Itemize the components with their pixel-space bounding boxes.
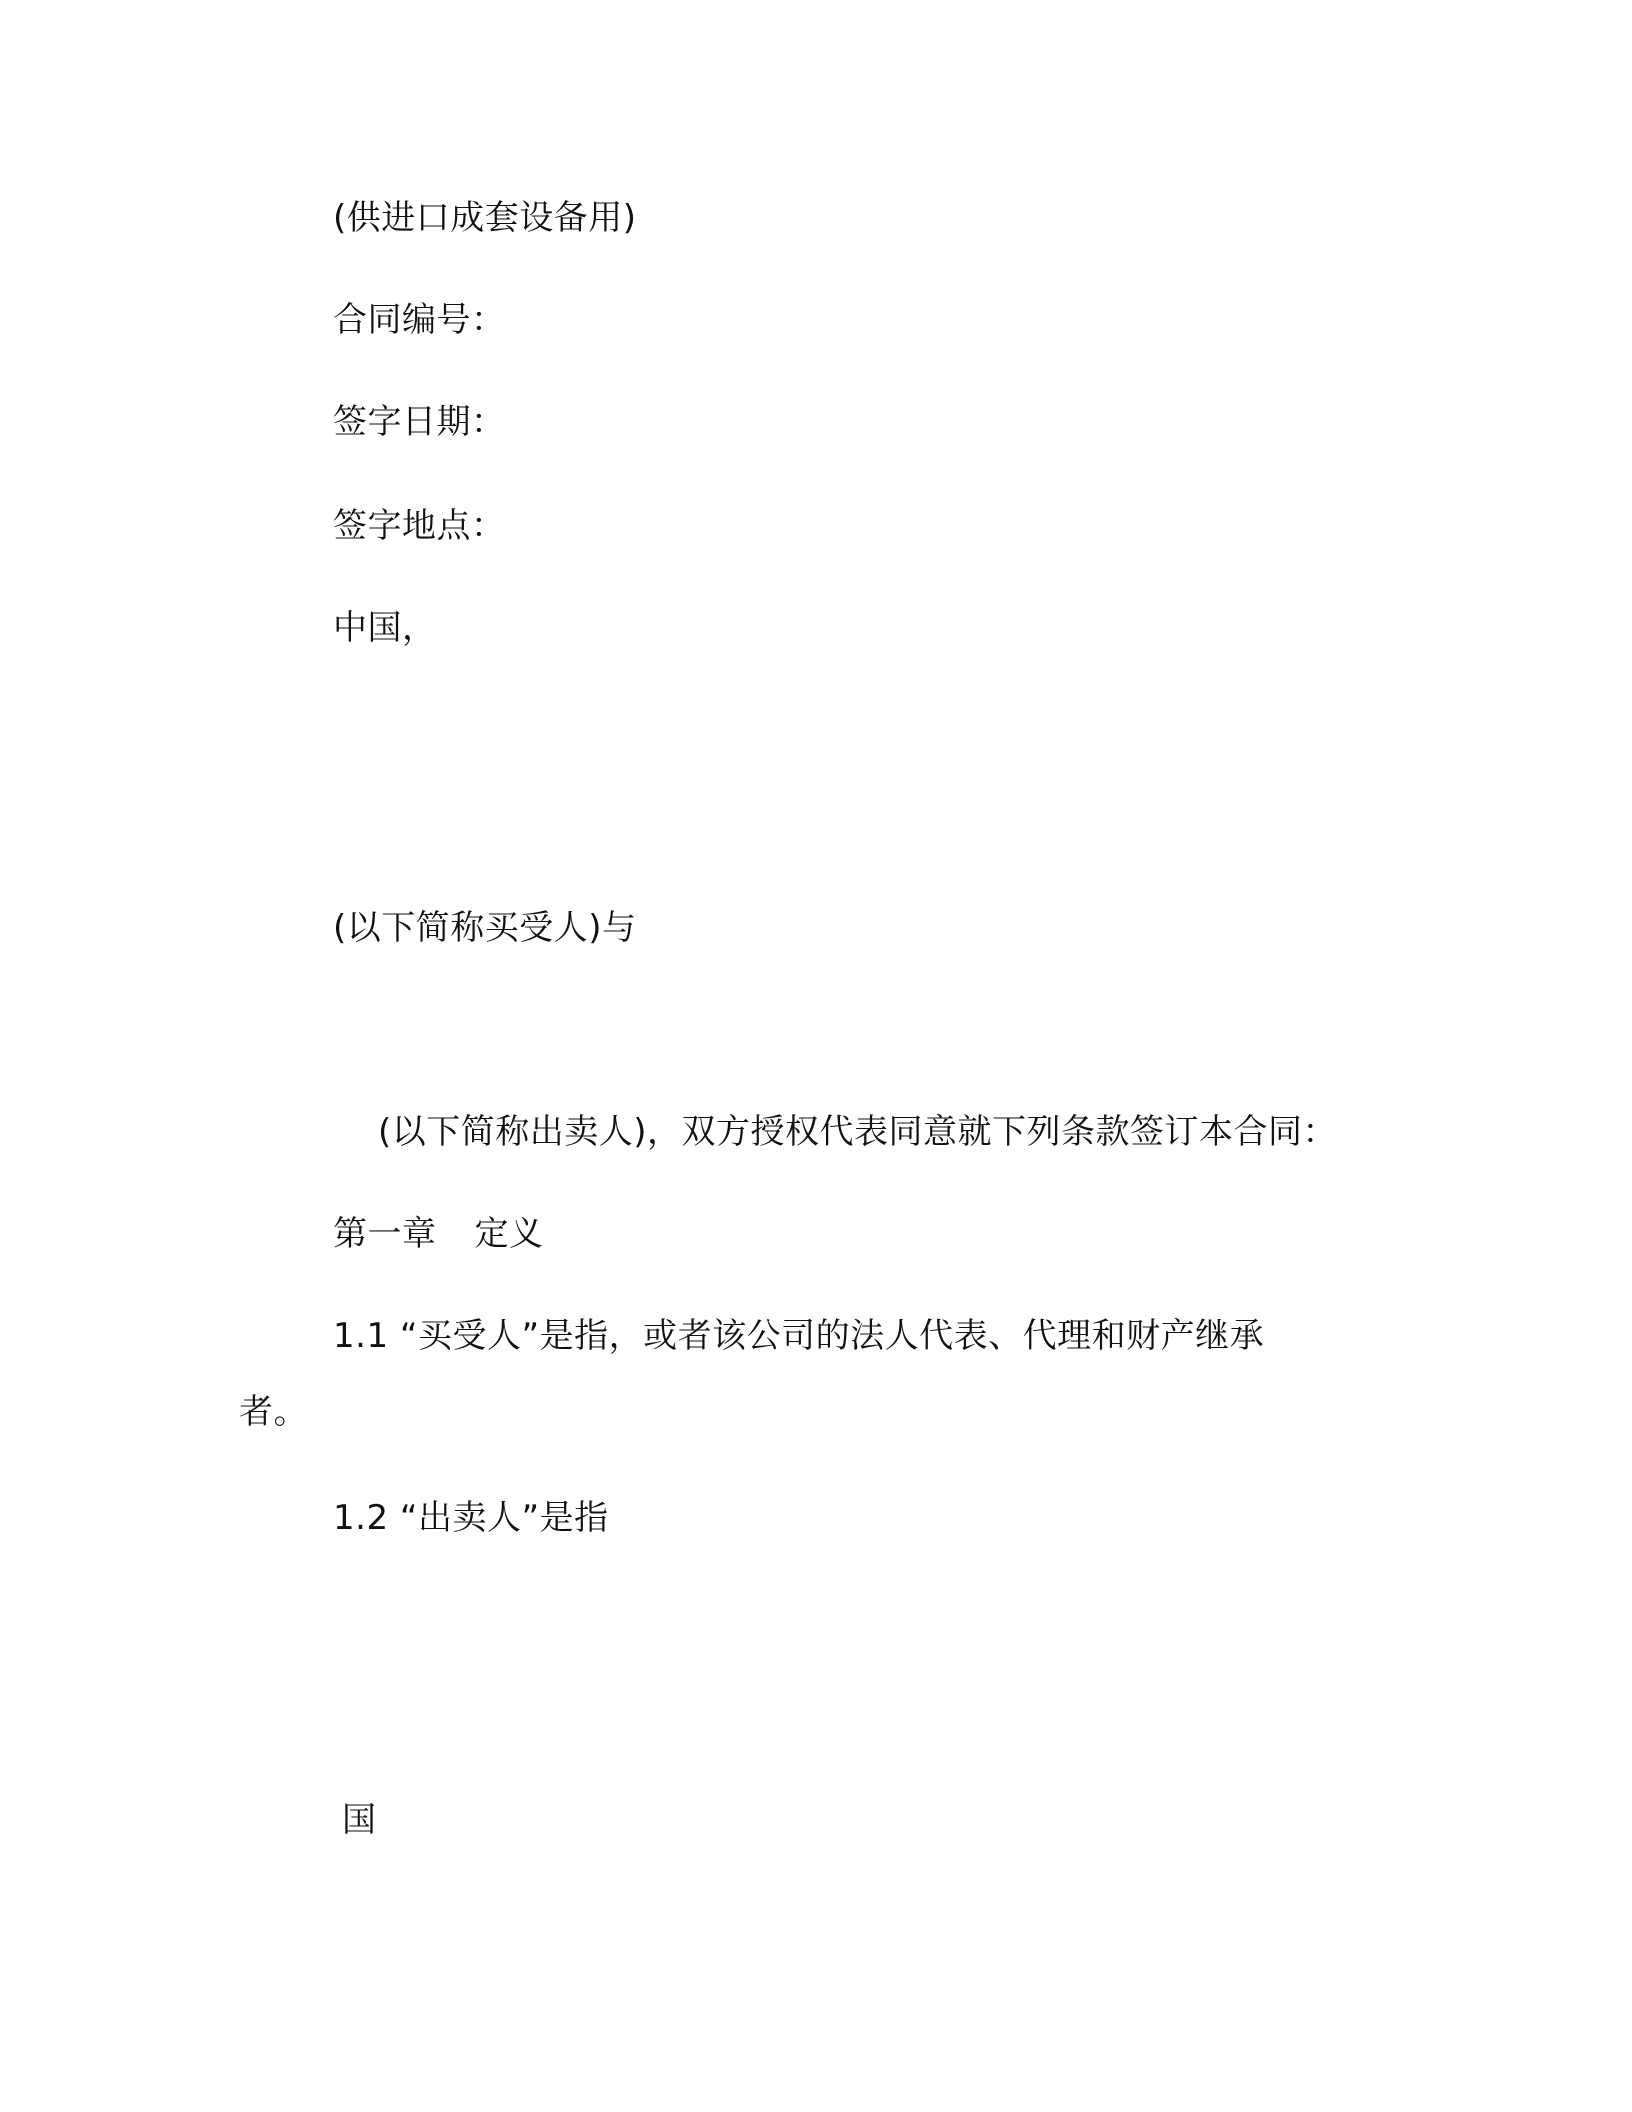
buyer-intro: (以下简称买受人)与 xyxy=(333,908,637,948)
seller-intro: (以下简称出卖人)，双方授权代表同意就下列条款签订本合同： xyxy=(378,1112,1338,1152)
chapter-one-number: 第一章 xyxy=(333,1214,437,1254)
country-fragment: 国 xyxy=(342,1800,377,1840)
sign-date-label: 签字日期： xyxy=(333,402,506,442)
chapter-one-title: 定义 xyxy=(474,1214,544,1254)
chapter-one-heading xyxy=(333,1212,544,1256)
sign-place-label: 签字地点： xyxy=(333,506,506,546)
document-subtitle: (供进口成套设备用) xyxy=(333,198,637,238)
clause-1-1-line1: 1.1 “买受人”是指，或者该公司的法人代表、代理和财产继承 xyxy=(333,1316,1265,1356)
clause-1-1-line2: 者。 xyxy=(239,1392,308,1432)
clause-1-2: 1.2 “出卖人”是指 xyxy=(333,1498,609,1538)
contract-number-label: 合同编号： xyxy=(333,300,506,340)
country-line: 中国， xyxy=(333,608,437,648)
